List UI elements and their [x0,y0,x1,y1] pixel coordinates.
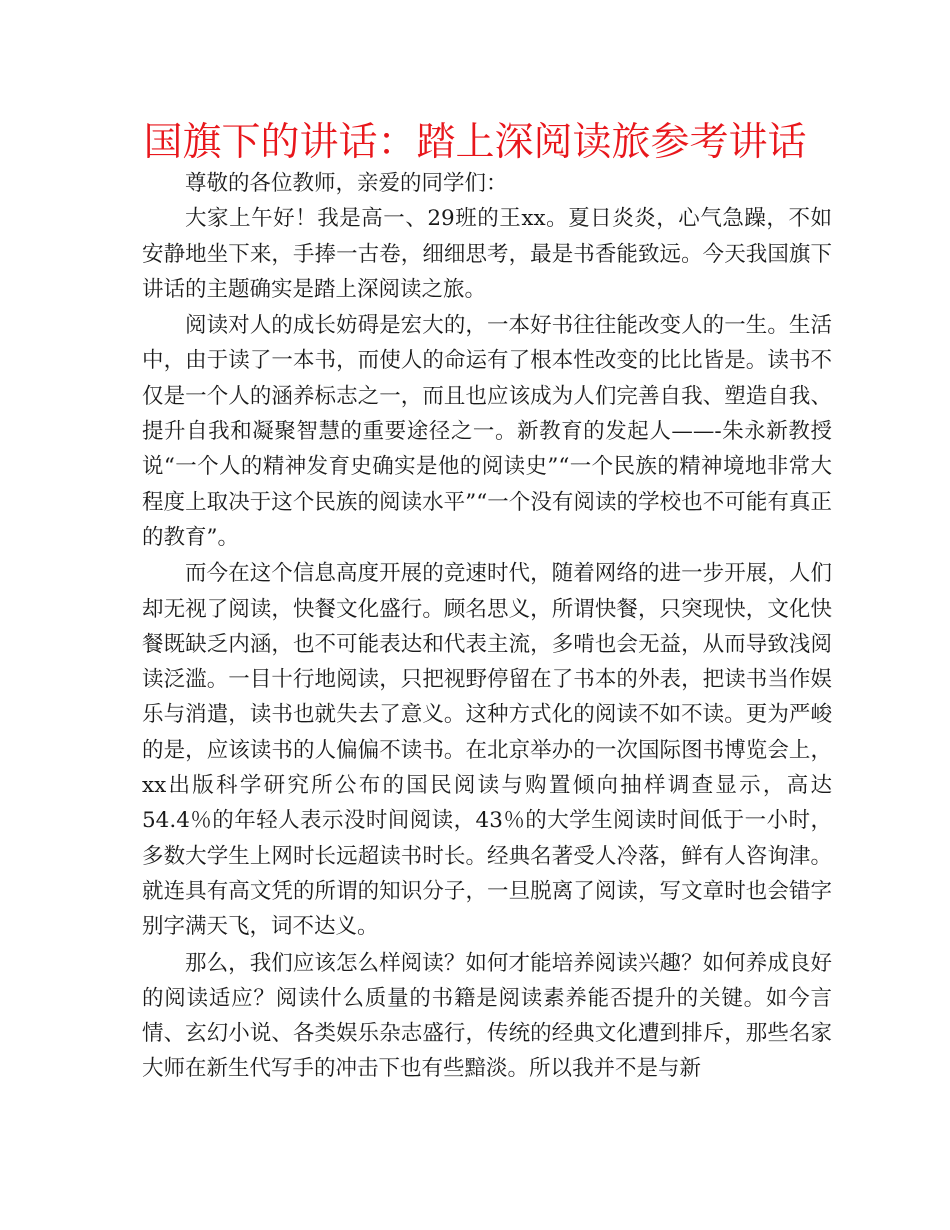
document-title: 国旗下的讲话：踏上深阅读旅参考讲话 [143,120,807,165]
paragraph-intro: 大家上午好！我是高一、29班的王xx。夏日炎炎，心气急躁，不如安静地坐下来，手捧一古卷，细细思考，最是书香能致远。今天我国旗下讲话的主题确实是踏上深阅读之旅。 [142,206,832,302]
paragraph-importance: 阅读对人的成长妨碍是宏大的，一本好书往往能改变人的一生。生活中，由于读了一本书，而使人的命运有了根本性改变的比比皆是。读书不仅是一个人的涵养标志之一，而且也应该成为人们完善自我、塑造自我、提升自我和凝聚智慧的重要途径之一。新教育的发起人——-朱永新教授说“一个人的精神发育史确实是他的阅读史”“一个民族的精神境地非常大程度上取决于这个民族的阅读水平”“一个没有阅读的学校也不可能有真正的教育”。 [142,313,832,550]
document-body [142,166,832,1087]
paragraph-how-to-read: 那么，我们应该怎么样阅读？如何才能培养阅读兴趣？如何养成良好的阅读适应？阅读什么质量的书籍是阅读素养能否提升的关键。如今言情、玄幻小说、各类娱乐杂志盛行，传统的经典文化遭到排斥，那些名家大师在新生代写手的冲击下也有些黯淡。所以我并不是与新 [142,950,832,1082]
paragraph-shallow-reading: 而今在这个信息高度开展的竞速时代，随着网络的进一步开展，人们却无视了阅读，快餐文化盛行。顾名思义，所谓快餐，只突现快，文化快餐既缺乏内涵，也不可能表达和代表主流，多啃也会无益，从而导致浅阅读泛滥。一目十行地阅读，只把视野停留在了书本的外表，把读书当作娱乐与消遣，读书也就失去了意义。这种方式化的阅读不如不读。更为严峻的是，应该读书的人偏偏不读书。在北京举办的一次国际图书博览会上，xx出版科学研究所公布的国民阅读与购置倾向抽样调查显示，高达54.4％的年轻人表示没时间阅读，43％的大学生阅读时间低于一小时，多数大学生上网时长远超读书时长。经典名著受人冷落，鲜有人咨询津。就连具有高文凭的所谓的知识分子，一旦脱离了阅读，写文章时也会错字别字满天飞，词不达义。 [142,561,832,940]
paragraph-greeting: 尊敬的各位教师，亲爱的同学们： [185,171,508,196]
